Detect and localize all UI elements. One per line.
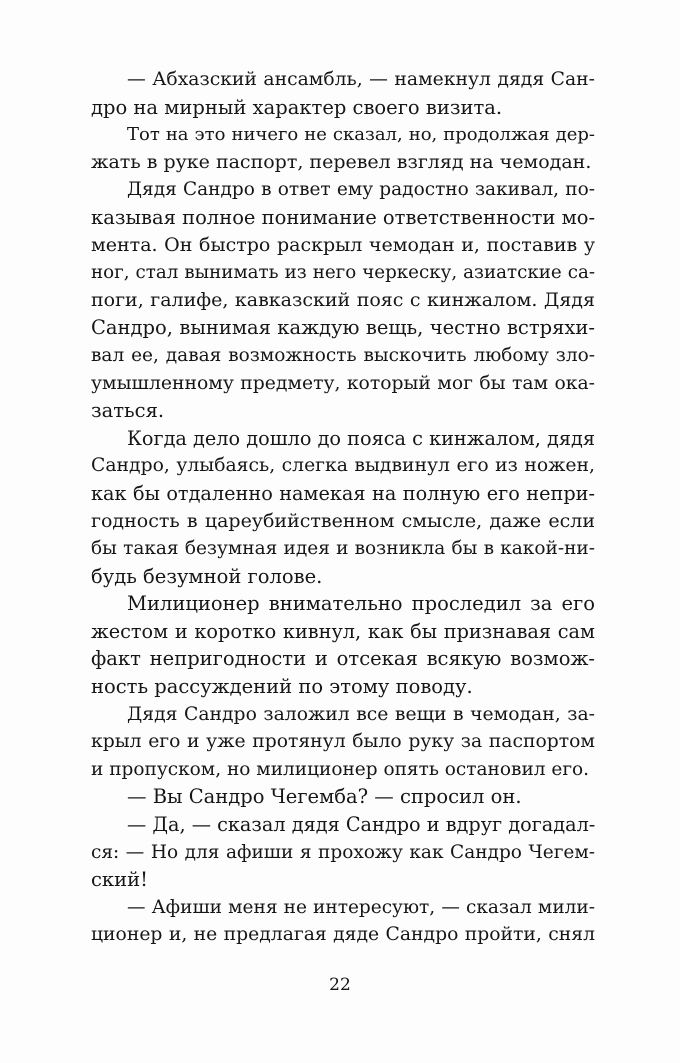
text-line: Дядя Сандро в ответ ему радостно закивал, по- <box>127 179 595 201</box>
text-line: Дядя Сандро заложил все вещи в чемодан, за- <box>127 703 595 725</box>
text-line: казывая полное понимание ответственности мо- <box>91 205 596 229</box>
text-line: — Вы Сандро Чегемба? — спросил он. <box>127 785 522 809</box>
text-line: ся: — Но для афиши я прохожу как Сандро Чегем- <box>91 841 595 863</box>
text-line: жать в руке паспорт, перевел взгляд на чемодан. <box>91 150 592 173</box>
text-line: крыл его и уже протянул было руку за паспортом <box>91 731 595 753</box>
text-line: Сандро, улыбаясь, слегка выдвинул его из ножен, <box>91 455 595 477</box>
text-line: бы такая безумная идея и возникла бы в какой-ни- <box>91 538 595 560</box>
text-line: Когда дело дошло до пояса с кинжалом, дядя <box>127 426 595 450</box>
text-line: поги, галифе, кавказский пояс с кинжалом. Дядя <box>91 288 595 311</box>
text-line: факт непригодности и отсекая всякую возмож- <box>91 647 595 671</box>
body-text <box>91 66 595 949</box>
text-line: Милиционер внимательно проследил за его <box>127 592 595 616</box>
text-line: ский! <box>91 868 148 892</box>
page-number: 22 <box>329 975 351 995</box>
text-line: Тот на это ничего не сказал, но, продолжая дер- <box>127 124 595 146</box>
text-line: будь безумной голове. <box>91 564 323 588</box>
text-line: — Афиши меня не интересуют, — сказал мили- <box>127 896 595 918</box>
text-line: ног, стал вынимать из него черкеску, азиатские са- <box>91 262 595 284</box>
text-line: умышленному предмету, который мог бы там ока- <box>91 372 595 394</box>
text-line: как бы отдаленно намекая на полную его непри- <box>91 481 595 505</box>
text-line: годность в цареубийственном смысле, даже если <box>91 509 595 532</box>
text-line: ность рассуждений по этому поводу. <box>91 675 473 699</box>
text-line: — Абхазский ансамбль, — намекнул дядя Сан- <box>127 69 595 90</box>
text-line: ционер и, не предлагая дяде Сандро пройти, снял <box>91 924 595 946</box>
text-line: мента. Он быстро раскрыл чемодан и, поставив у <box>91 233 595 256</box>
text-line: заться. <box>91 399 165 423</box>
text-line: Сандро, вынимая каждую вещь, честно встряхи- <box>91 316 595 340</box>
text-line: дро на мирный характер своего визита. <box>91 95 503 119</box>
text-line: — Да, — сказал дядя Сандро и вдруг догадал- <box>127 813 596 837</box>
text-line: вал ее, давая возможность выскочить любому зло- <box>91 344 595 366</box>
text-line: и пропуском, но милиционер опять остановил его. <box>91 758 590 780</box>
text-line: жестом и коротко кивнул, как бы признавая сам <box>91 619 595 643</box>
